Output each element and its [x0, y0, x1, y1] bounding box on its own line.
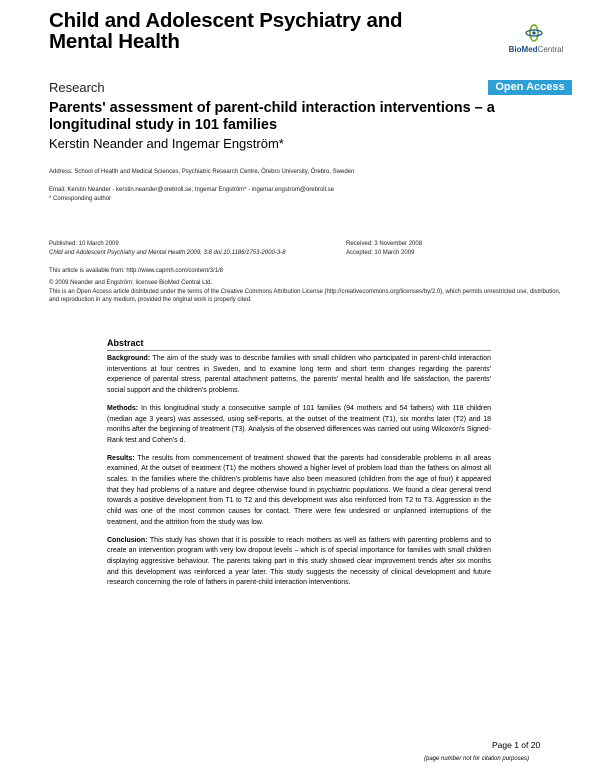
accepted-date: Accepted: 10 March 2009 — [346, 249, 415, 256]
abstract-background — [107, 354, 491, 397]
conclusion-label: Conclusion: — [107, 536, 148, 544]
citation: Child and Adolescent Psychiatry and Mental Health 2009, 3:8 doi:10.1186/1753-2000-3-8 — [49, 249, 286, 256]
biomed-central-logo[interactable] — [500, 24, 572, 58]
methods-text: In this longitudinal study a consecutive sample of 101 families (94 mothers and 54 fathers) with 118 children (median age 3 years) was assessed, using self-reports, at the outset of the treatment (T1), six months later (T2) and 18 months after the beginning of treatment (T3). Analysis of the observed differences was carried out using Wilcoxon's Signed-Rank test and Cohen's d. — [107, 404, 491, 444]
publication-info — [49, 240, 339, 257]
article-section: Research — [49, 80, 105, 95]
abstract-conclusion — [107, 536, 491, 590]
abstract-results — [107, 454, 491, 529]
logo-text-primary: BioMed — [508, 45, 538, 54]
page-note: (page number not for citation purposes) — [424, 756, 530, 762]
abstract-methods — [107, 404, 491, 447]
copyright-line: © 2009 Neander and Engström; licensee BioMed Central Ltd. — [49, 280, 213, 286]
received-date: Received: 3 November 2008 — [346, 241, 423, 247]
background-text: The aim of the study was to describe families with small children who participated in parent-child interaction interventions at four centres in Sweden, and to examine long term and short term changes regarding the parents' experience of parental stress, parental attachment patterns, the parents' mental health and life satisfaction, the parents' social support and the children's problems. — [107, 355, 491, 395]
author-emails[interactable]: Email: Kerstin Neander - kerstin.neander@orebroll.se; Ingemar Engström* - ingemar.engstrom@orebroll.se — [49, 187, 334, 193]
published-date: Published: 10 March 2009 — [49, 241, 119, 247]
logo-text-secondary: Central — [537, 45, 564, 54]
journal-title: Child and Adolescent Psychiatry and Mental Health — [49, 9, 403, 53]
results-label: Results: — [107, 454, 135, 462]
biomed-logo-icon — [524, 24, 544, 42]
author-address: Address: School of Health and Medical Sciences, Psychiatric Research Centre, Örebro University, Örebro, Sweden — [49, 169, 355, 175]
open-access-badge: Open Access — [488, 80, 572, 95]
copyright-block — [49, 279, 569, 305]
authors: Kerstin Neander and Ingemar Engström* — [49, 136, 284, 151]
conclusion-text: This study has shown that it is possible to reach mothers as well as fathers with parenting problems and to create an intervention program with very low dropout levels – which is of special importance for families with small children displaying aggressive behaviour. The parents taking part in this study showed clear improvement trends after six months and this development was reinforced a year later. This study suggests the necessity of clinical development and future research concerning the role of fathers in parent-child interaction interventions. — [107, 536, 491, 587]
abstract — [107, 338, 491, 596]
received-info — [346, 240, 546, 257]
page-number: Page 1 of 20 — [492, 740, 541, 750]
results-text: The results from commencement of treatment showed that the parents had considerable problems in all areas examined. At the outset of treatment (T1) the mothers showed a higher level of problem load than the fathers on almost all scales. In the families where the children's problems have also been measured (children from the age of four) it appeared that they had problems of a nature and degree otherwise found in psychiatric populations. We found a clear general trend towards a positive development from T1 to T2 and this development was also reinforced from T2 to T3. Aggression in the child was one of the most common causes for contact. There were few undesired or unplanned interruptions of the treatment, and the attrition from the study was low. — [107, 454, 491, 526]
license-text: This is an Open Access article distributed under the terms of the Creative Commons Attribution License (http://creativecommons.org/licenses/by/2.0), which permits unrestricted use, distribution, and reproduction in any medium, provided the original work is properly cited. — [49, 288, 561, 303]
abstract-heading: Abstract — [107, 338, 491, 351]
availability-link[interactable]: This article is available from: http://www.capmh.com/content/3/1/8 — [49, 268, 224, 274]
background-label: Background: — [107, 355, 151, 362]
article-title: Parents' assessment of parent-child interaction interventions – a longitudinal study in 101 families — [49, 100, 495, 133]
corresponding-author-note: * Corresponding author — [49, 196, 112, 202]
methods-label: Methods: — [107, 404, 139, 412]
